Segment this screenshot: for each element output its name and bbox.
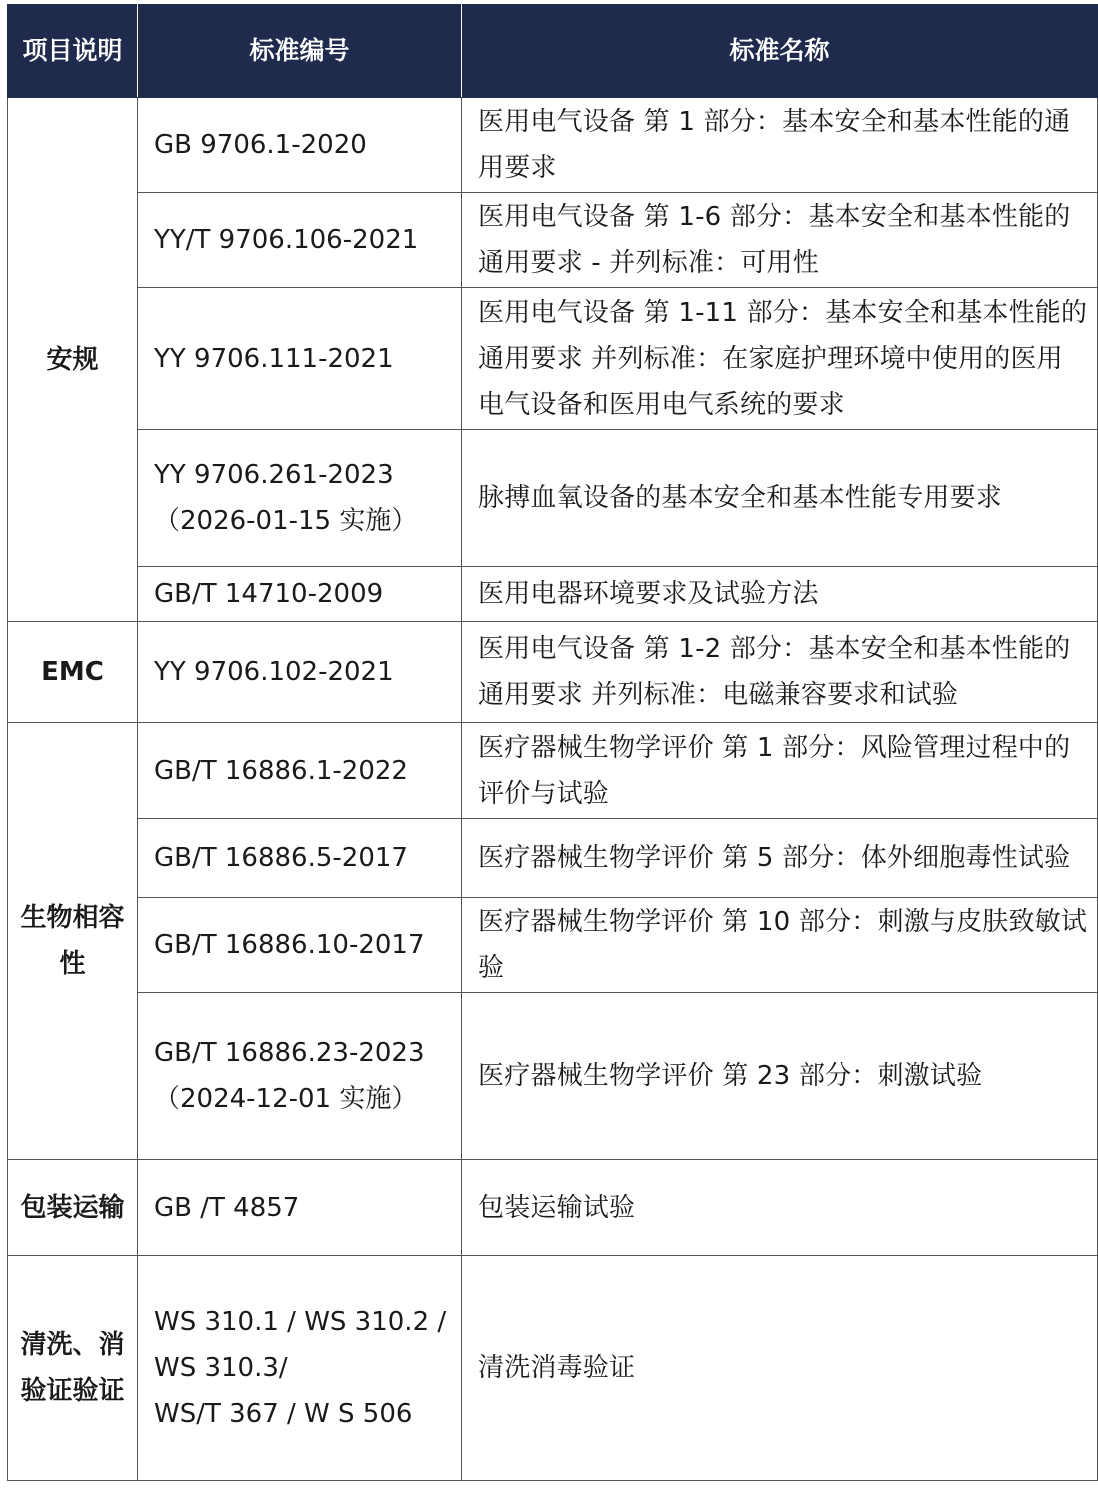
header-standard-code: 标准编号 — [138, 5, 462, 98]
category-biocompatibility: 生物相容性 — [8, 723, 138, 1160]
header-category: 项目说明 — [8, 5, 138, 98]
table-row — [8, 193, 1098, 288]
table-row — [8, 288, 1098, 430]
standard-name: 医用电气设备 第 1-2 部分：基本安全和基本性能的通用要求 并列标准：电磁兼容要求和试验 — [462, 622, 1098, 723]
category-emc: EMC — [8, 622, 138, 723]
standard-name: 医用电气设备 第 1 部分：基本安全和基本性能的通用要求 — [462, 98, 1098, 193]
standard-code: GB/T 14710-2009 — [138, 567, 462, 622]
standard-name: 医用电气设备 第 1-6 部分：基本安全和基本性能的通用要求 - 并列标准：可用性 — [462, 193, 1098, 288]
standard-code: GB/T 16886.1-2022 — [138, 723, 462, 819]
category-packaging: 包装运输 — [8, 1160, 138, 1256]
standard-code: YY 9706.102-2021 — [138, 622, 462, 723]
standard-name: 医疗器械生物学评价 第 10 部分：刺激与皮肤致敏试验 — [462, 898, 1098, 993]
header-row — [8, 5, 1098, 98]
standard-name: 脉搏血氧设备的基本安全和基本性能专用要求 — [462, 430, 1098, 567]
table-row — [8, 993, 1098, 1160]
standard-name: 医用电气设备 第 1-11 部分：基本安全和基本性能的通用要求 并列标准：在家庭护理环境中使用的医用电气设备和医用电气系统的要求 — [462, 288, 1098, 430]
standard-name: 医疗器械生物学评价 第 23 部分：刺激试验 — [462, 993, 1098, 1160]
standard-name: 包装运输试验 — [462, 1160, 1098, 1256]
table-row — [8, 567, 1098, 622]
standard-code: YY 9706.261-2023 （2026-01-15 实施） — [138, 430, 462, 567]
standard-code: WS 310.1 / WS 310.2 / WS 310.3/ WS/T 367 / W S 506 — [138, 1256, 462, 1481]
standard-code: GB /T 4857 — [138, 1160, 462, 1256]
table-row — [8, 898, 1098, 993]
category-safety: 安规 — [8, 98, 138, 622]
table-row — [8, 622, 1098, 723]
standards-table — [7, 4, 1098, 1481]
table-row — [8, 819, 1098, 898]
table-row — [8, 723, 1098, 819]
standard-code: YY 9706.111-2021 — [138, 288, 462, 430]
table-row — [8, 1256, 1098, 1481]
standard-name: 医疗器械生物学评价 第 5 部分：体外细胞毒性试验 — [462, 819, 1098, 898]
standard-name: 清洗消毒验证 — [462, 1256, 1098, 1481]
standard-code: GB/T 16886.10-2017 — [138, 898, 462, 993]
standard-code: GB/T 16886.5-2017 — [138, 819, 462, 898]
table-row — [8, 1160, 1098, 1256]
standard-code: GB/T 16886.23-2023 （2024-12-01 实施） — [138, 993, 462, 1160]
standard-name: 医用电器环境要求及试验方法 — [462, 567, 1098, 622]
category-cleaning-validation: 清洗、消验证验证 — [8, 1256, 138, 1481]
standard-name: 医疗器械生物学评价 第 1 部分：风险管理过程中的评价与试验 — [462, 723, 1098, 819]
standard-code: YY/T 9706.106-2021 — [138, 193, 462, 288]
table-row — [8, 430, 1098, 567]
header-standard-name: 标准名称 — [462, 5, 1098, 98]
standard-code: GB 9706.1-2020 — [138, 98, 462, 193]
table-row — [8, 98, 1098, 193]
